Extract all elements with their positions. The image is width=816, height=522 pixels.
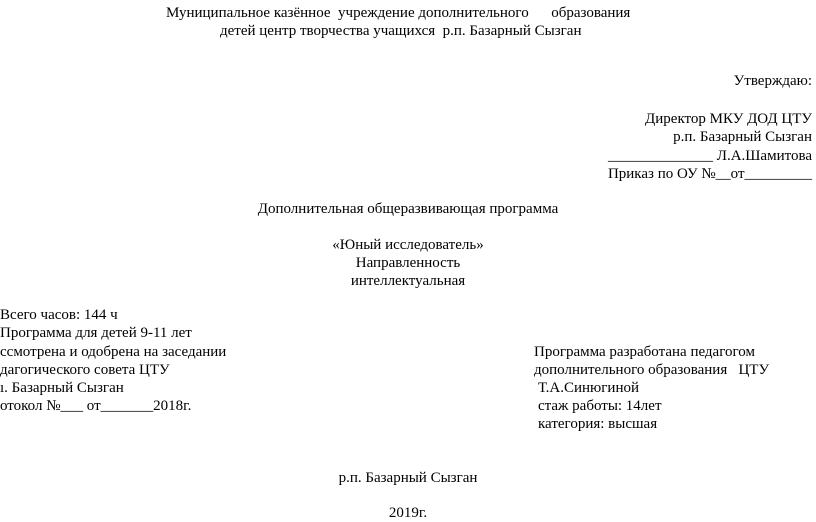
footer-place: р.п. Базарный Сызган <box>338 470 478 486</box>
total-hours: Всего часов: 144 ч <box>0 307 118 323</box>
header-line-1: Муниципальное казённое учреждение дополнительного образования <box>166 5 631 21</box>
program-ages: Программа для детей 9-11 лет <box>0 325 192 341</box>
review-line-2: дагогического совета ЦТУ <box>0 362 170 378</box>
approval-title: Утверждаю: <box>733 73 812 89</box>
header-line-2: детей центр творчества учащихся р.п. Базарный Сызган <box>220 23 582 39</box>
program-name: «Юный исследователь» <box>332 237 484 253</box>
program-type: Дополнительная общеразвивающая программа <box>257 201 559 217</box>
approval-order: Приказ по ОУ №__от_________ <box>607 166 812 182</box>
program-direction-label: Направленность <box>355 255 461 271</box>
approval-place: р.п. Базарный Сызган <box>673 129 812 145</box>
review-line-1: ссмотрена и одобрена на заседании <box>0 344 227 360</box>
footer-year: 2019г. <box>388 505 428 521</box>
program-direction-value: интеллектуальная <box>350 273 466 289</box>
author-experience: стаж работы: 14лет <box>538 398 662 414</box>
review-line-4: отокол №___ от_______2018г. <box>0 398 192 414</box>
author-line-3: Т.А.Синюгиной <box>538 380 639 396</box>
approval-signature: ______________ Л.А.Шамитова <box>608 148 812 164</box>
author-line-2: дополнительного образования ЦТУ <box>534 362 770 378</box>
author-line-1: Программа разработана педагогом <box>534 344 755 360</box>
author-category: категория: высшая <box>538 416 658 432</box>
approval-position: Директор МКУ ДОД ЦТУ <box>645 111 812 127</box>
review-line-3: ı. Базарный Сызган <box>0 380 124 396</box>
